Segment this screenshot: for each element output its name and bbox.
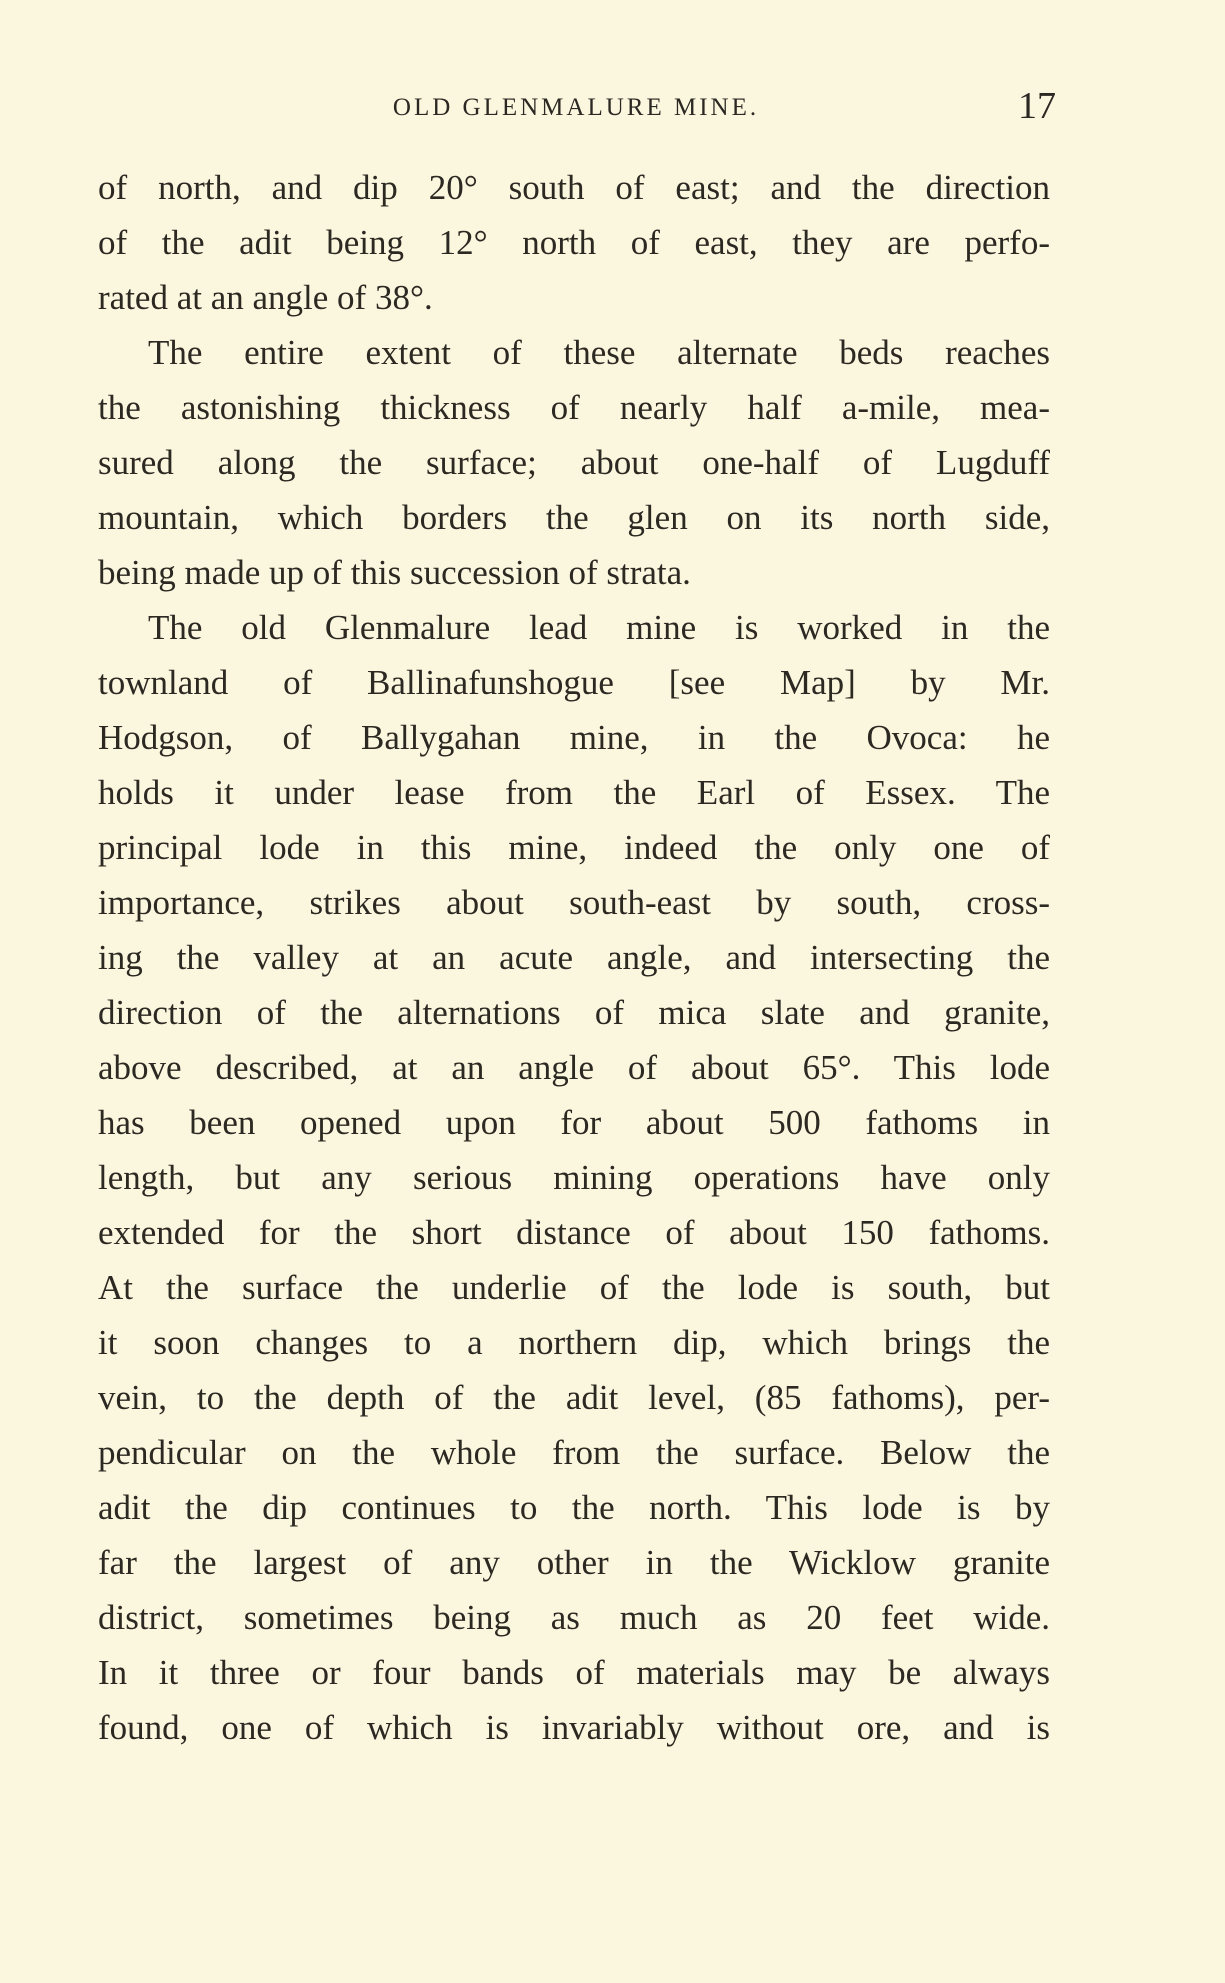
- text-line: it soon changes to a northern dip, which brings the: [98, 1323, 1050, 1362]
- body-text: [98, 160, 1050, 1755]
- text-line: length, but any serious mining operations have only: [98, 1158, 1050, 1197]
- text-line: above described, at an angle of about 65°. This lode: [98, 1048, 1050, 1087]
- text-line: district, sometimes being as much as 20 feet wide.: [98, 1598, 1050, 1637]
- text-line: has been opened upon for about 500 fathoms in: [98, 1103, 1050, 1142]
- text-line: adit the dip continues to the north. This lode is by: [98, 1488, 1050, 1527]
- text-line: mountain, which borders the glen on its north side,: [98, 498, 1050, 537]
- text-line: of the adit being 12° north of east, they are perfo-: [98, 223, 1050, 262]
- text-line: The old Glenmalure lead mine is worked in the: [148, 608, 1050, 647]
- text-line: townland of Ballinafunshogue [see Map] by Mr.: [98, 663, 1050, 702]
- text-line: sured along the surface; about one-half of Lugduff: [98, 443, 1050, 482]
- text-line: the astonishing thickness of nearly half a-mile, mea-: [98, 388, 1050, 427]
- text-line: extended for the short distance of about 150 fathoms.: [98, 1213, 1050, 1252]
- text-line: far the largest of any other in the Wicklow granite: [98, 1543, 1050, 1582]
- text-line: The entire extent of these alternate beds reaches: [148, 333, 1050, 372]
- text-line: direction of the alternations of mica slate and granite,: [98, 993, 1050, 1032]
- text-line: importance, strikes about south-east by south, cross-: [98, 883, 1050, 922]
- text-line: found, one of which is invariably without ore, and is: [98, 1708, 1050, 1747]
- running-title: OLD GLENMALURE MINE.: [392, 94, 760, 121]
- text-line: Hodgson, of Ballygahan mine, in the Ovoca: he: [98, 718, 1050, 757]
- text-line: principal lode in this mine, indeed the only one of: [98, 828, 1050, 867]
- text-line: pendicular on the whole from the surface. Below the: [98, 1433, 1050, 1472]
- page-number: 17: [1018, 85, 1056, 127]
- text-line: holds it under lease from the Earl of Essex. The: [98, 773, 1050, 812]
- text-line: ing the valley at an acute angle, and intersecting the: [98, 938, 1050, 977]
- text-line: of north, and dip 20° south of east; and the direction: [98, 168, 1050, 207]
- text-line: rated at an angle of 38°.: [98, 278, 433, 317]
- text-line: vein, to the depth of the adit level, (85 fathoms), per-: [98, 1378, 1050, 1417]
- page-header: [96, 84, 1056, 128]
- text-line: At the surface the underlie of the lode is south, but: [98, 1268, 1050, 1307]
- text-line: In it three or four bands of materials may be always: [98, 1653, 1050, 1692]
- text-line: being made up of this succession of strata.: [98, 553, 691, 592]
